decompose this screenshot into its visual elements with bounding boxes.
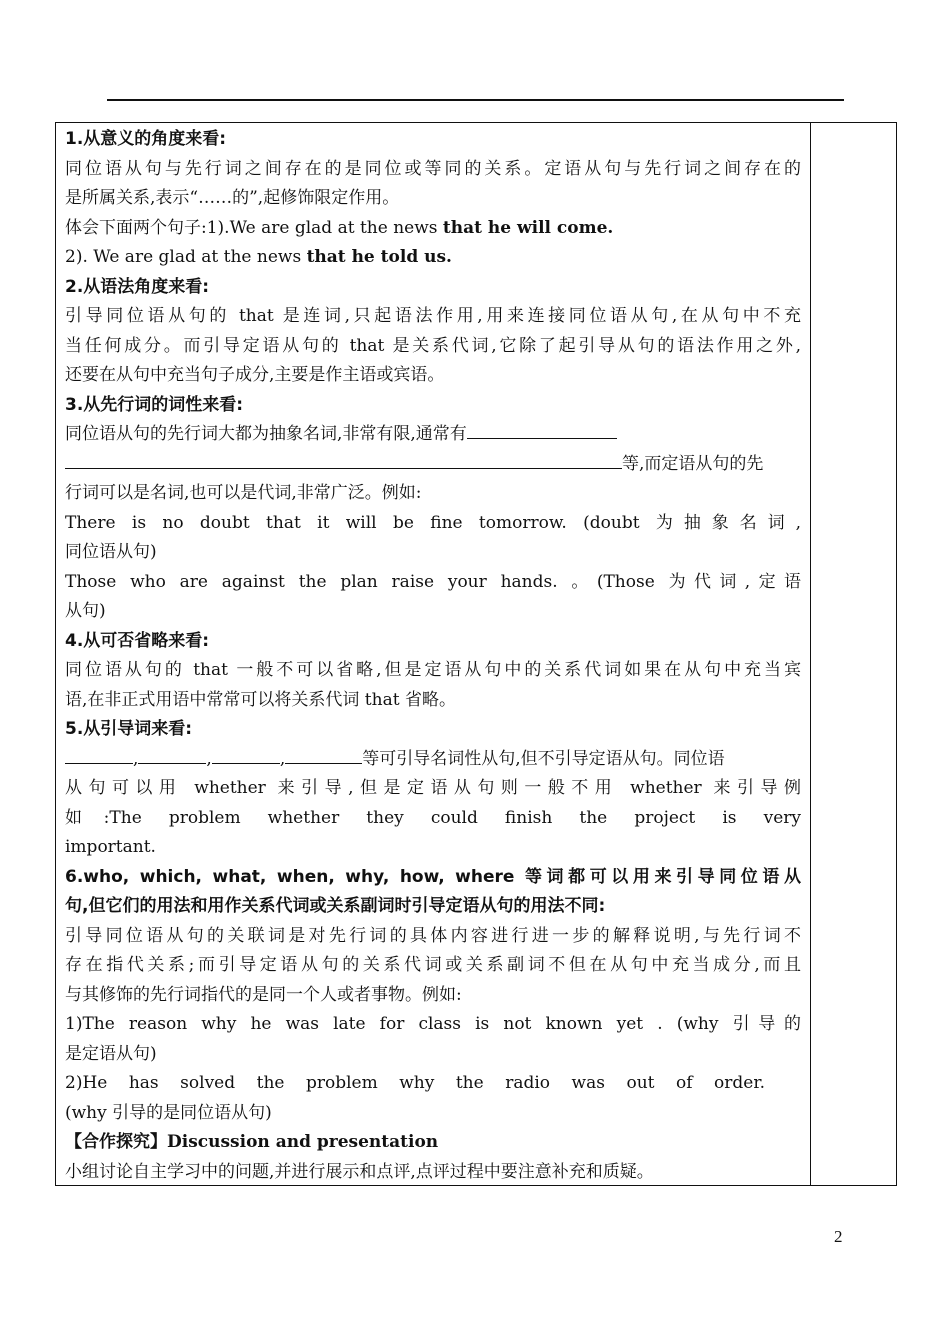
text-line: 当任何成分。而引导定语从句的 that 是关系代词,它除了起引导从句的语法作用之外, (65, 336, 801, 356)
text-line: 与其修饰的先行词指代的是同一个人或者事物。例如: (65, 985, 462, 1005)
heading-wh-words: 6.who, which, what, when, why, how, where 等词都可以用来引导同位语从 (65, 867, 801, 887)
heading-cooperative-inquiry: 【合作探究】Discussion and presentation (65, 1132, 439, 1152)
text-line-with-blanks (65, 745, 725, 773)
text-span: 2). We are glad at the news (65, 247, 307, 267)
table-side-column (810, 123, 811, 1185)
text-line: 是所属关系,表示“……的”,起修饰限定作用。 (65, 188, 400, 208)
header-rule (107, 99, 844, 101)
heading-grammar: 2.从语法角度来看: (65, 277, 210, 297)
text-line-with-blank (65, 450, 763, 478)
text-line: 2)He has solved the problem why the radio was out of order. (65, 1073, 765, 1093)
text-line: 引导同位语从句的 that 是连词,只起语法作用,用来连接同位语从句,在从句中不充 (65, 306, 801, 326)
fill-blank (65, 745, 133, 764)
bold-clause: that he told us. (306, 247, 452, 267)
text-line: 引导同位语从句的关联词是对先行词的具体内容进行进一步的解释说明,与先行词不 (65, 926, 801, 946)
text-span: 等,而定语从句的先 (622, 454, 764, 474)
content-table (55, 122, 897, 1186)
separator: , (206, 749, 212, 769)
example-sentence-2 (65, 243, 452, 271)
text-line: 小组讨论自主学习中的问题,并进行展示和点评,点评过程中要注意补充和质疑。 (65, 1162, 654, 1182)
text-line: 存在指代关系;而引导定语从句的关系代词或关系副词不但在从句中充当成分,而且 (65, 955, 801, 975)
text-line: 同位语从句) (65, 542, 157, 562)
heading-antecedent: 3.从先行词的词性来看: (65, 395, 244, 415)
text-line: 同位语从句的 that 一般不可以省略,但是定语从句中的关系代词如果在从句中充当宾 (65, 660, 801, 680)
text-span: 等可引导名词性从句,但不引导定语从句。同位语 (362, 749, 725, 769)
fill-blank (138, 745, 206, 764)
text-line: 同位语从句与先行词之间存在的是同位或等同的关系。定语从句与先行词之间存在的 (65, 159, 801, 179)
text-line: 从句) (65, 601, 106, 621)
heading-introducers: 5.从引导词来看: (65, 719, 193, 739)
page-number: 2 (834, 1227, 843, 1246)
text-line: 语,在非正式用语中常常可以将关系代词 that 省略。 (65, 690, 456, 710)
separator: , (133, 749, 139, 769)
text-line-with-blank (65, 420, 617, 448)
text-span: 同位语从句的先行词大都为抽象名词,非常有限,通常有 (65, 424, 467, 444)
fill-blank (285, 745, 362, 764)
separator: , (279, 749, 286, 769)
text-line: There is no doubt that it will be fine tomorrow. (doubt 为抽象名词, (65, 513, 801, 533)
text-line: Those who are against the plan raise your hands. 。(Those 为代词,定语 (65, 572, 801, 592)
fill-blank (467, 420, 617, 439)
text-span: 体会下面两个句子:1).We are glad at the news (65, 218, 443, 238)
example-sentence-1 (65, 214, 613, 242)
bold-clause: that he will come. (442, 218, 614, 238)
text-line: 从句可以用 whether 来引导,但是定语从句则一般不用 whether 来引导例 (65, 778, 801, 798)
fill-blank (212, 745, 280, 764)
text-line: 如:The problem whether they could finish the project is very (65, 808, 801, 828)
text-line: 行词可以是名词,也可以是代词,非常广泛。例如: (65, 483, 422, 503)
text-line: 1)The reason why he was late for class is not known yet . (why 引导的 (65, 1014, 801, 1034)
heading-meaning: 1.从意义的角度来看: (65, 129, 227, 149)
heading-omission: 4.从可否省略来看: (65, 631, 210, 651)
text-line: (why 引导的是同位语从句) (65, 1103, 272, 1123)
text-line: 是定语从句) (65, 1044, 157, 1064)
text-line: 还要在从句中充当句子成分,主要是作主语或宾语。 (65, 365, 445, 385)
fill-blank (65, 450, 622, 469)
heading-wh-words-cont: 句,但它们的用法和用作关系代词或关系副词时引导定语从句的用法不同: (65, 896, 606, 916)
text-line: important. (65, 837, 156, 857)
